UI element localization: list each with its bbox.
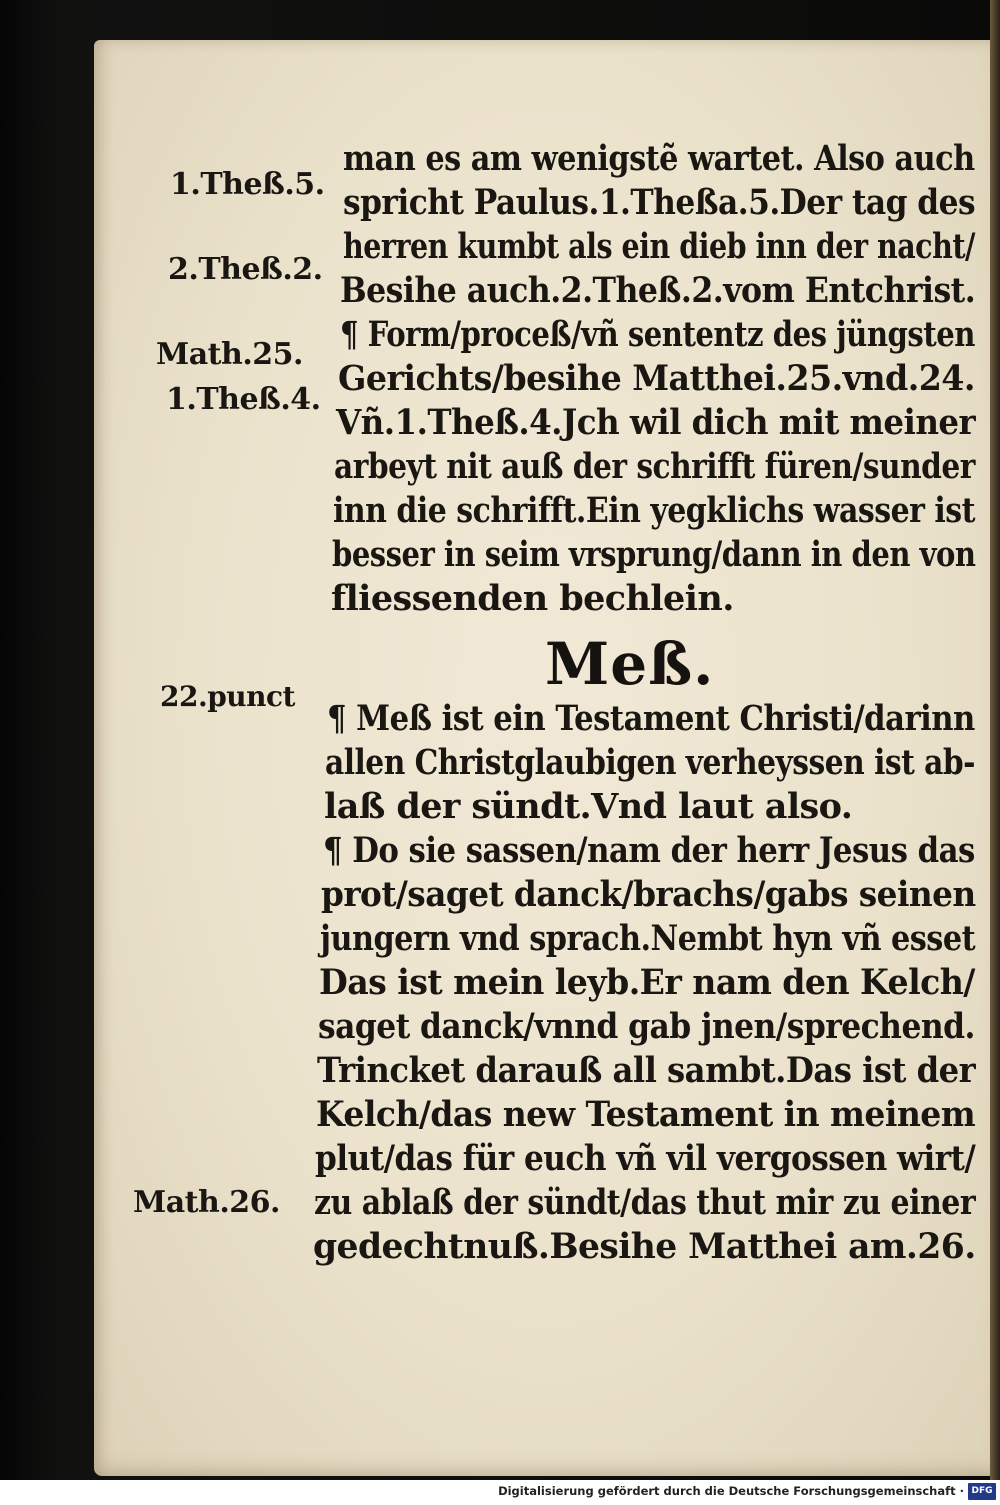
text-line: Besihe auch.2.Theß.2.vom Entchrist. bbox=[340, 270, 976, 311]
text-line: allen Christglaubigen verheyssen ist ab- bbox=[325, 742, 975, 783]
text-line: herren kumbt als ein dieb inn der nacht/ bbox=[343, 226, 975, 267]
text-line: plut/das für euch vñ vil vergossen wirt/ bbox=[315, 1138, 976, 1179]
text-line: arbeyt nit auß der schrifft füren/sunder bbox=[334, 446, 975, 487]
text-line: Vñ.1.Theß.4.Jch wil dich mit meiner bbox=[336, 402, 976, 443]
text-line: spricht Paulus.1.Theßa.5.Der tag des bbox=[343, 182, 976, 223]
text-line: Das ist mein leyb.Er nam den Kelch/ bbox=[319, 962, 975, 1003]
section-heading: Meß. bbox=[545, 630, 715, 698]
margin-note: 22.punct bbox=[160, 680, 295, 713]
text-line: ¶ Form/proceß/vñ sententz des jüngsten bbox=[340, 314, 975, 355]
text-line: ¶ Do sie sassen/nam der herr Jesus das bbox=[323, 830, 975, 871]
dfg-logo: DFG bbox=[968, 1483, 996, 1500]
margin-note: Math.26. bbox=[133, 1185, 280, 1220]
margin-note: 2.Theß.2. bbox=[168, 252, 323, 287]
text-line: fliessenden bechlein. bbox=[331, 578, 734, 619]
text-line: inn die schrifft.Ein yegklichs wasser ist bbox=[333, 490, 975, 531]
text-line: besser in seim vrsprung/dann in den von bbox=[332, 534, 976, 575]
text-line: prot/saget danck/brachs/gabs seinen bbox=[321, 874, 976, 915]
margin-note: 1.Theß.4. bbox=[166, 382, 321, 417]
footer-credit: Digitalisierung gefördert durch die Deutsche Forschungsgemeinschaft · bbox=[498, 1484, 964, 1498]
margin-note: 1.Theß.5. bbox=[170, 167, 325, 202]
text-line: saget danck/vnnd gab jnen/sprechend. bbox=[318, 1006, 975, 1047]
text-line: man es am wenigstẽ wartet. Also auch bbox=[343, 138, 975, 179]
margin-note: Math.25. bbox=[156, 337, 303, 372]
text-line: Trincket darauß all sambt.Das ist der bbox=[317, 1050, 976, 1091]
text-line: laß der sündt.Vnd laut also. bbox=[324, 786, 853, 827]
footer-bar bbox=[0, 1480, 1000, 1505]
text-line: Gerichts/besihe Matthei.25.vnd.24. bbox=[338, 358, 975, 399]
text-line: zu ablaß der sündt/das thut mir zu einer bbox=[314, 1182, 976, 1223]
text-line: gedechtnuß.Besihe Matthei am.26. bbox=[313, 1226, 976, 1267]
text-line: jungern vnd sprach.Nembt hyn vñ esset bbox=[320, 918, 976, 959]
text-line: ¶ Meß ist ein Testament Christi/darinn bbox=[327, 698, 975, 739]
text-line: Kelch/das new Testament in meinem bbox=[316, 1094, 976, 1135]
